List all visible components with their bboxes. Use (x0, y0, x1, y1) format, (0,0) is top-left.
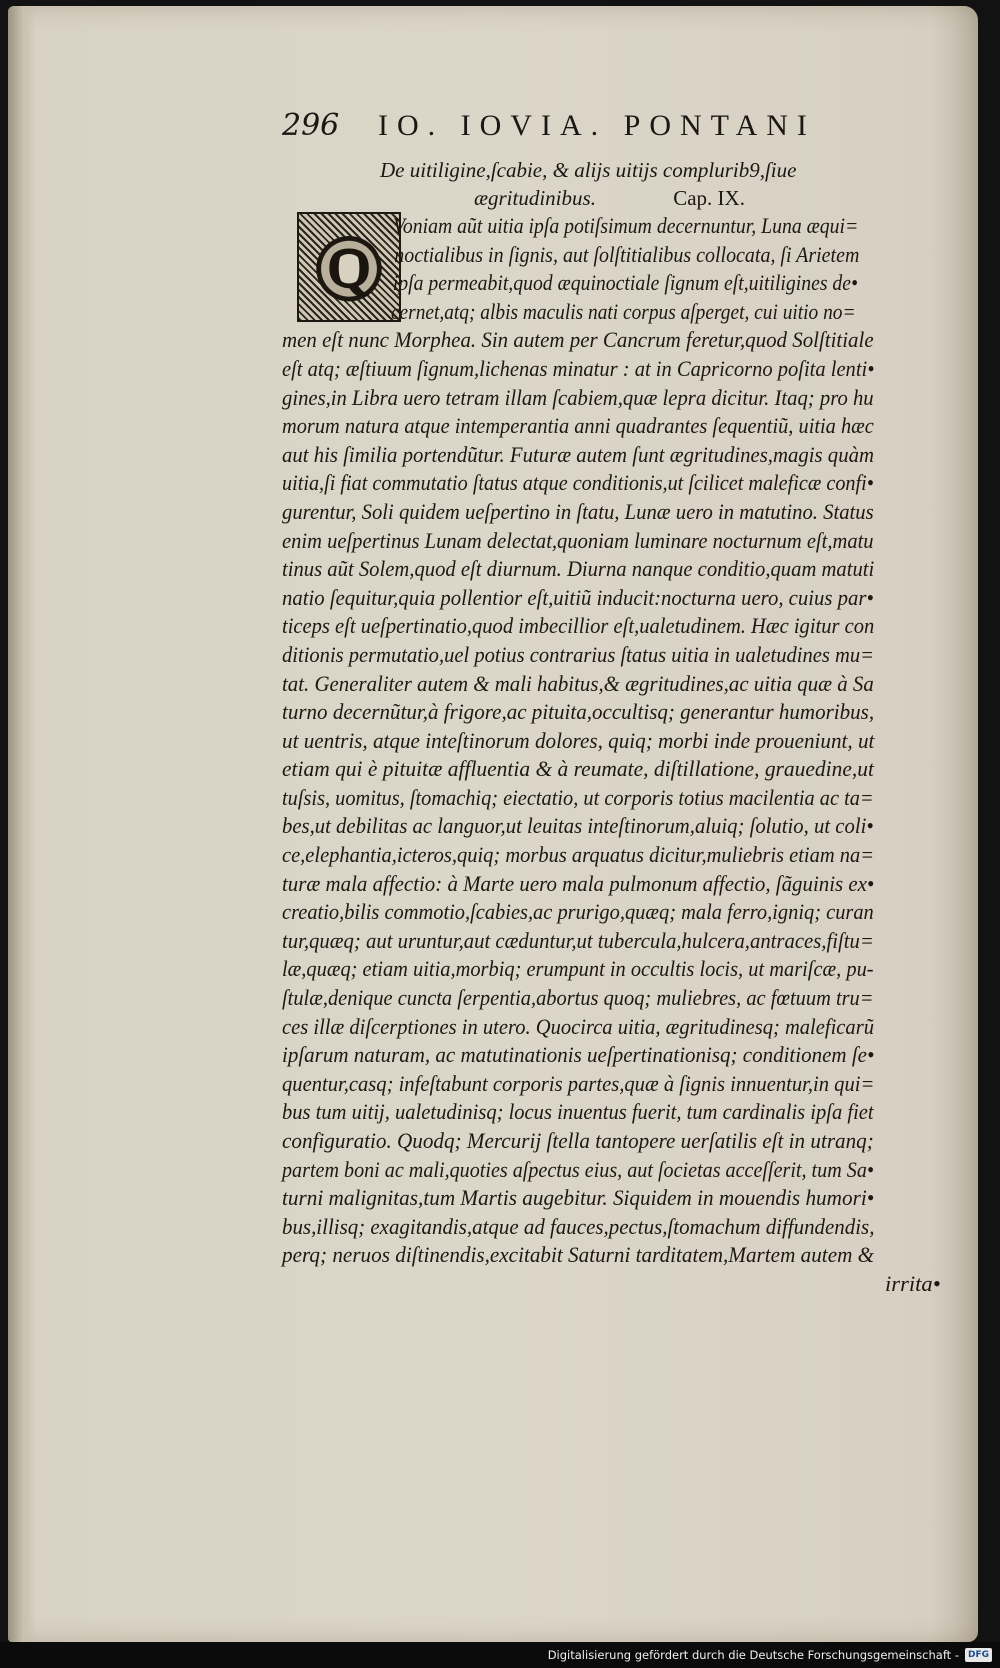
text-line: uitia,ſi fiat commutatio ſtatus atque conditionis,ut ſcilicet maleficæ confi• (282, 470, 874, 496)
text-line: cernet,atq; albis maculis nati corpus aſperget, cui uitio no= (390, 298, 856, 324)
text-line: ſtulæ,denique cuncta ſerpentia,abortus quoq; muliebres, ac fœtuum tru= (282, 985, 874, 1011)
chapter-label: Cap. IX. (673, 186, 745, 210)
text-line: turno decernũtur,à frigore,ac pituita,occultisq; generantur humoribus, (282, 699, 875, 725)
text-line: ticeps eſt ueſpertinatio,quod imbecillior eſt,ualetudinem. Hæc igitur con (282, 613, 875, 639)
text-line: ut uentris, atque inteſtinorum dolores, quiq; morbi inde proueniunt, ut (282, 727, 875, 753)
text-line: tur,quæq; aut uruntur,aut cæduntur,ut tubercula,hulcera,antraces,fiſtu= (282, 927, 874, 953)
drop-cap-letter: Q (309, 224, 389, 310)
text-line: morum natura atque intemperantia anni quadrantes ſequentiũ, uitia hæc (282, 413, 874, 439)
text-line: irrita• (885, 1270, 941, 1296)
text-line: bus tum uitij, ualetudinisq; locus inuentus fuerit, tum cardinalis ipſa fiet (282, 1099, 874, 1125)
chapter-title-line-2 (380, 184, 950, 212)
text-line: partem boni ac mali,quoties aſpectus eius, aut ſocietas acceſſerit, tum Sa• (282, 1156, 874, 1182)
page-header (282, 108, 988, 152)
text-line: turni malignitas,tum Martis augebitur. Siquidem in mouendis humori• (282, 1185, 875, 1211)
page-gutter-edge (8, 6, 34, 1642)
text-line: configuratio. Quodq; Mercurij ſtella tantopere uerſatilis eſt in utranq; (282, 1128, 874, 1153)
digitization-footer (548, 1646, 992, 1664)
text-line: natio ſequitur,quia pollentior eſt,uitiũ inducit:nocturna uero, cuius par• (282, 584, 874, 610)
text-line: aut his ſimilia portendũtur. Futuræ autem ſunt ægritudines,magis quàm (282, 441, 874, 467)
chapter-title-line-1: De uitiligine,ſcabie, & alijs uitijs complurib9,ſiue (380, 158, 797, 182)
text-line: turæ mala affectio: à Marte uero mala pulmonum affectio, ſãguinis ex• (282, 870, 875, 896)
chapter-title-word: ægritudinibus. (474, 186, 596, 210)
text-line: noctialibus in ſignis, aut ſolſtitialibus collocata, ſi Arietem (394, 241, 860, 267)
text-line: gurentur, Soli quidem ueſpertino in ſtatu, Lunæ uero in matutino. Status (282, 498, 874, 524)
text-line: etiam qui è pituitæ affluentia & à reumate, diſtillatione, grauedine,ut (282, 756, 874, 782)
text-line: ce,elephantia,icteros,quiq; morbus arquatus dicitur,muliebris etiam na= (282, 842, 875, 868)
text-line: perq; neruos diſtinendis,excitabit Saturni tarditatem,Martem autem & (282, 1242, 875, 1268)
text-line: eſt atq; æſtiuum ſignum,lichenas minatur : at in Capricorno poſita lenti• (282, 355, 875, 381)
text-line: tuſsis, uomitus, ſtomachiq; eiectatio, ut corporis totius macilentia ac ta= (282, 784, 874, 810)
text-line: tinus aũt Solem,quod eſt diurnum. Diurna nanque conditio,quam matuti (282, 556, 875, 582)
text-line: ipſarum naturam, ac matutinationis ueſpertinationisq; conditionem ſe• (282, 1042, 875, 1068)
text-line: Voniam aũt uitia ipſa potiſsimum decernuntur, Luna æqui= (393, 213, 859, 238)
text-line: quentur,casq; infeſtabunt corporis partes,quæ à ſignis innuentur,in qui= (282, 1070, 875, 1096)
chapter-heading (380, 156, 950, 212)
dfg-logo: DFG (965, 1648, 992, 1662)
text-line: bes,ut debilitas ac languor,ut leuitas inteſtinorum,aluiq; ſolutio, ut coli• (282, 813, 874, 839)
text-line: ipſa permeabit,quod æquinoctiale ſignum eſt,uitiligines de• (392, 270, 858, 296)
running-head: IO. IOVIA. PONTANI (378, 109, 816, 142)
body-text (282, 212, 1000, 1299)
text-line: enim ueſpertinus Lunam delectat,quoniam luminare nocturnum eſt,matu (282, 527, 874, 553)
text-line: bus,illisq; exagitandis,atque ad fauces,pectus,ſtomachum diffundendis, (282, 1213, 875, 1239)
text-line: ces illæ diſcerptiones in utero. Quocirca uitia, ægritudinesq; maleficarũ (282, 1013, 874, 1039)
digitization-credit: Digitalisierung gefördert durch die Deutsche Forschungsgemeinschaft - (547, 1648, 959, 1662)
text-line: gines,in Libra uero tetram illam ſcabiem,quæ lepra dicitur. Itaq; pro hu (282, 384, 874, 410)
text-line: læ,quæq; etiam uitia,morbiq; erumpunt in occultis locis, ut mariſcæ, pu- (282, 956, 874, 982)
text-line: ditionis permutatio,uel potius contrarius ſtatus uitia in ualetudines mu= (282, 641, 875, 667)
page-number: 296 (282, 108, 340, 143)
text-line: men eſt nunc Morphea. Sin autem per Cancrum feretur,quod Solſtitiale (282, 327, 874, 353)
text-line: tat. Generaliter autem & mali habitus,& ægritudines,ac uitia quæ à Sa (282, 670, 874, 696)
text-line: creatio,bilis commotio,ſcabies,ac prurigo,quæq; mala ferro,igniq; curan (282, 899, 874, 925)
